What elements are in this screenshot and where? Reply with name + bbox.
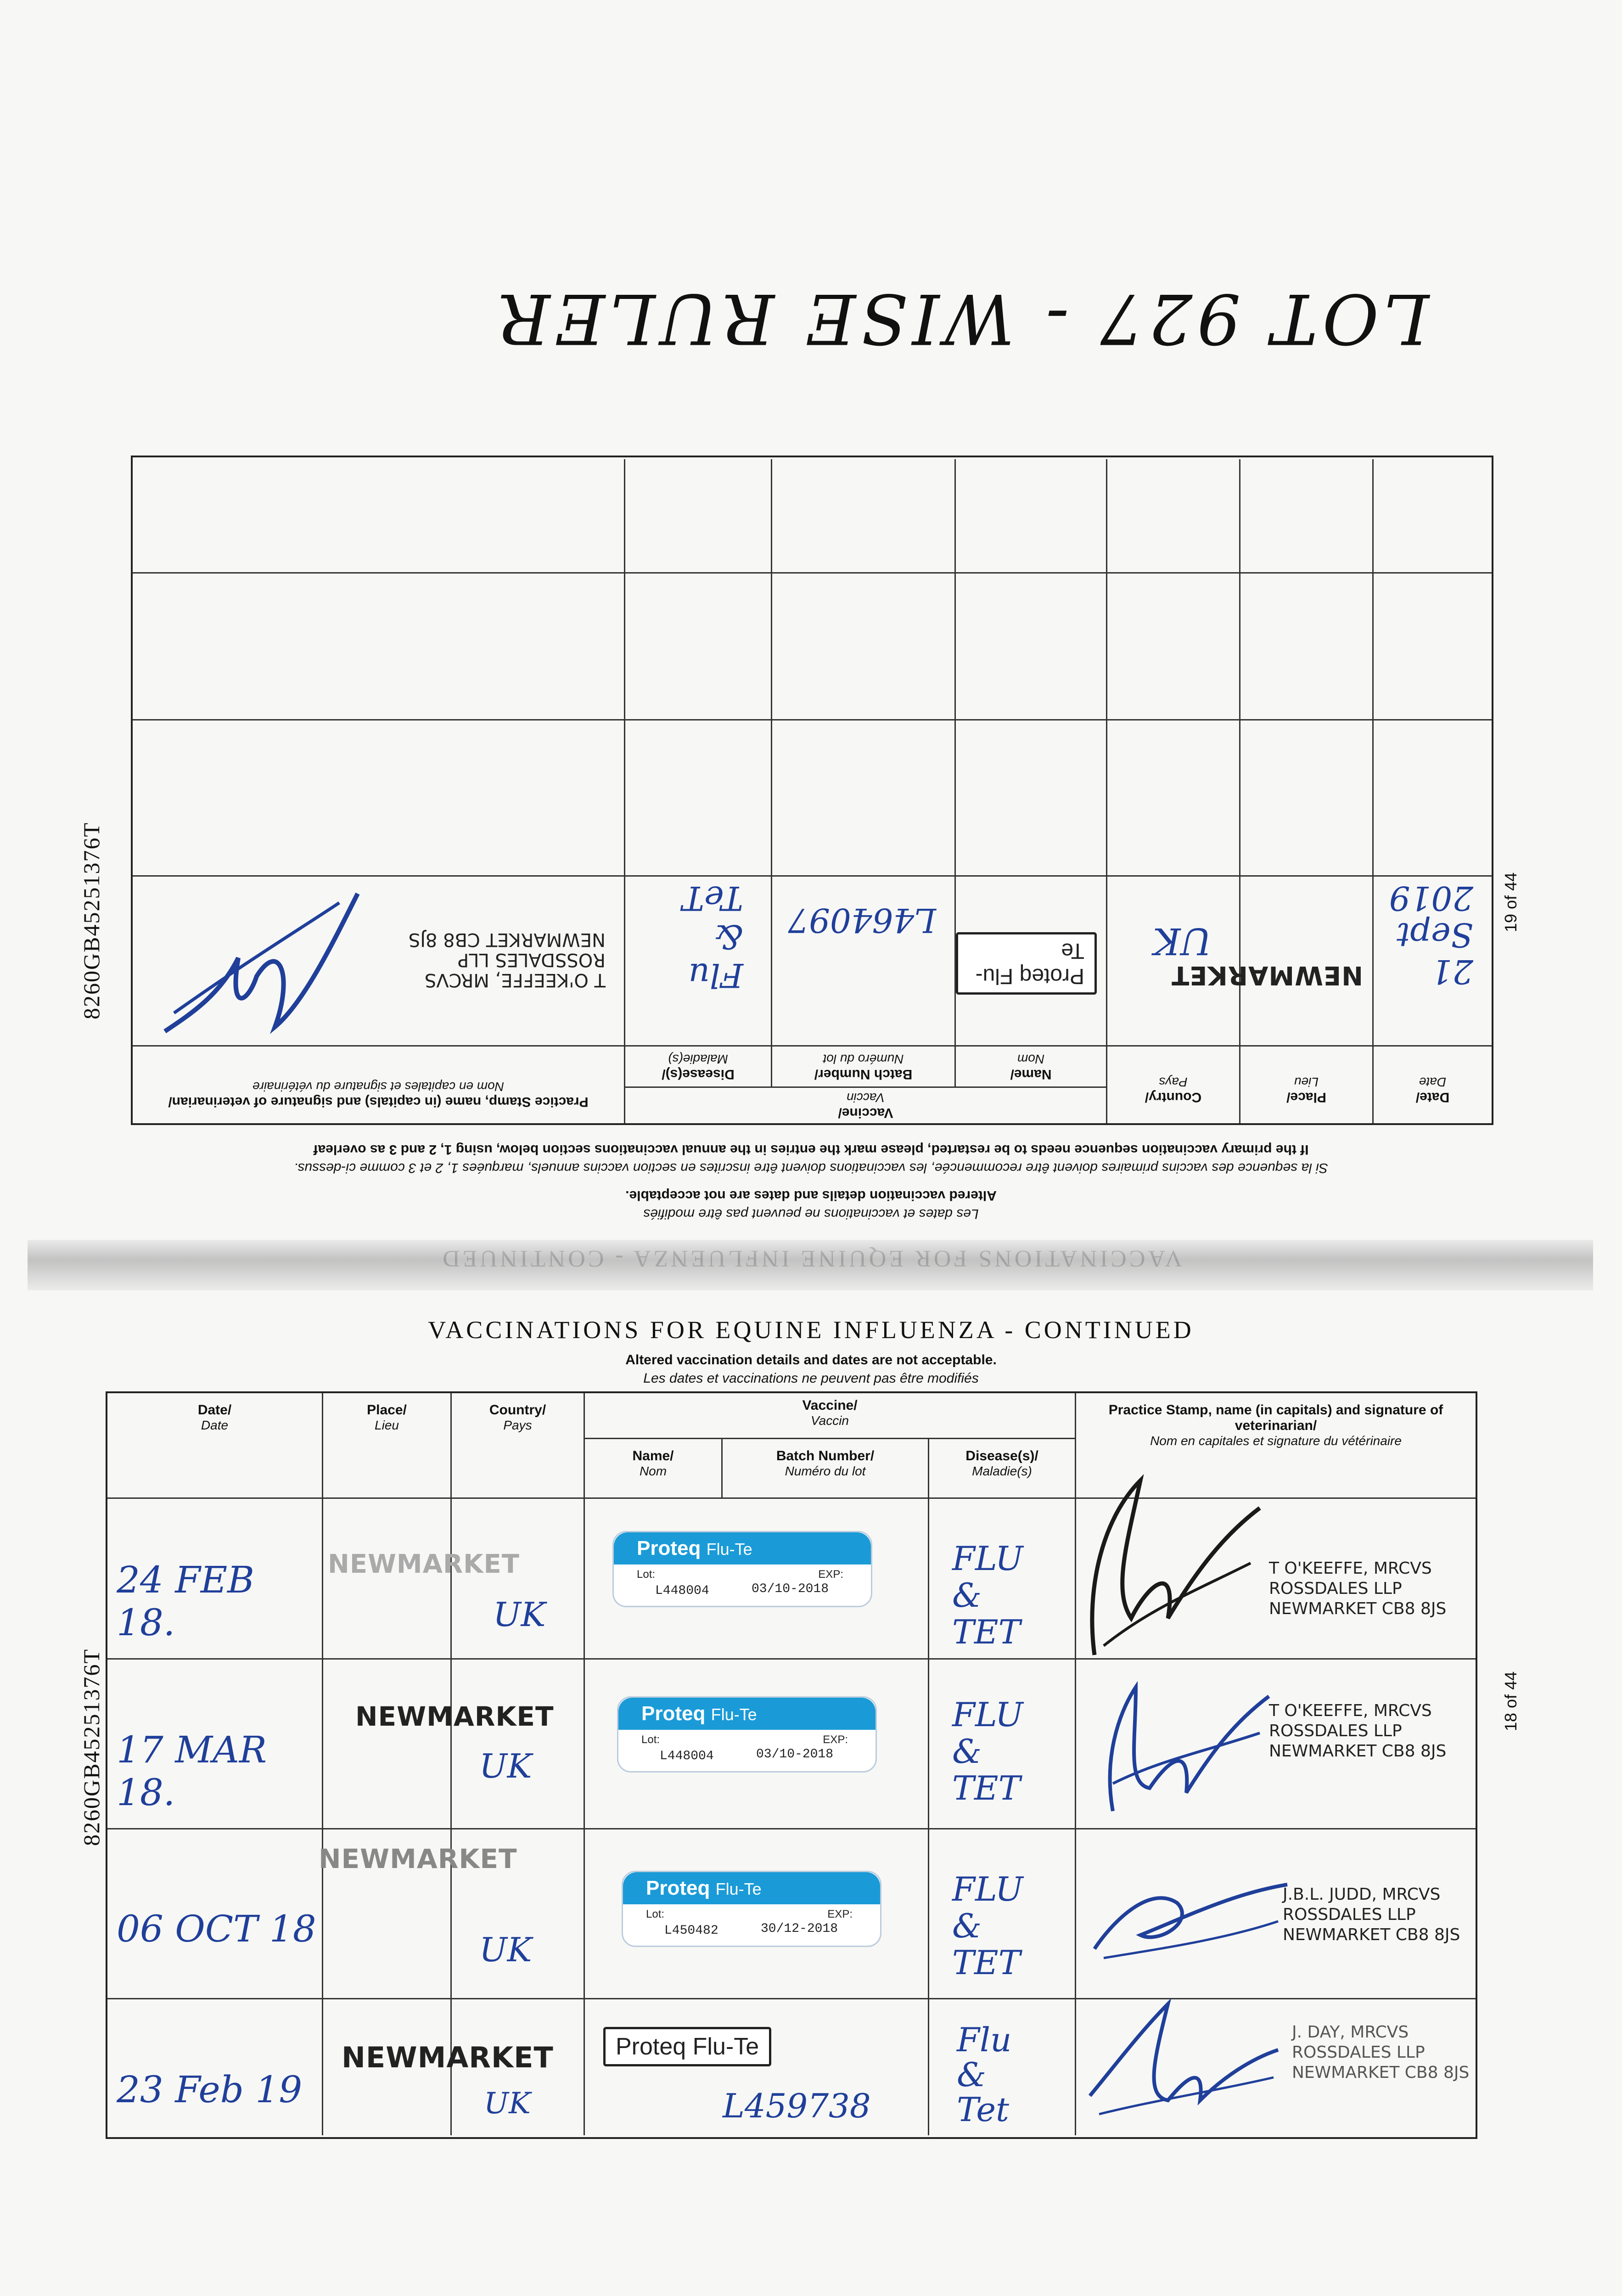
p18-row3-vaccine-label — [585, 1829, 929, 1999]
p19-row1-disease: Flu & TeT — [624, 875, 771, 1045]
header-vaccine-p18: Vaccine/ Vaccin — [585, 1393, 1076, 1439]
p18-row3-country: UK — [452, 1829, 585, 1999]
signature-p18-row4 — [1076, 1995, 1287, 2133]
altered-note-fr-lower: Les dates et vaccinations ne peuvent pas être modifiés — [643, 1371, 979, 1386]
signature-p18-row1 — [1058, 1471, 1278, 1664]
p18-row3-date: 06 OCT 18 — [107, 1829, 323, 1999]
header-practice-p18: Practice Stamp, name (in capitals) and signature of veterinarian/ Nom en capitales et signature du vétérinaire — [1076, 1393, 1476, 1499]
passport-id-lower: 8260GB4525137​6T — [79, 1649, 104, 1846]
p18-row1-disease: FLU & TET — [929, 1499, 1076, 1660]
p18-row4-country: UK — [452, 1999, 585, 2135]
header-practice: Practice Stamp, name (in capitals) and signature of veterinarian/ Nom en capitales et signature du vétérinaire — [133, 1045, 624, 1123]
page-number-18: 18 of 44 — [1501, 1671, 1520, 1731]
p18-row4-place: NEWMARKET — [323, 1999, 452, 2135]
p18-row1-vaccine-label — [585, 1499, 929, 1660]
header-disease-p18: Disease(s)/ Maladie(s) — [929, 1439, 1076, 1499]
signature-p18-row3 — [1085, 1866, 1296, 1967]
signature-p19-row1 — [156, 880, 367, 1041]
fold-band — [28, 1240, 1593, 1290]
p19-row1-practice: T O'KEEFFE, MRCVS ROSSDALES LLP NEWMARKET CB8 8JS — [133, 875, 624, 1045]
header-disease: Disease(s)/ Maladie(s) — [624, 1045, 771, 1086]
header-country-p18: Country/ Pays — [452, 1393, 585, 1499]
header-country: Country/ Pays — [1106, 1045, 1239, 1123]
proteq-label-2: Proteq Flu-Te Lot: EXP: L448004 03/10-2018 — [617, 1696, 877, 1773]
p18-row2-place: NEWMARKET — [323, 1660, 452, 1829]
p18-row4-disease: Flu & Tet — [929, 1999, 1076, 2135]
header-vaccine: Vaccine/ Vaccin — [624, 1086, 1106, 1123]
header-date-p18: Date/ Date — [107, 1393, 323, 1499]
header-batch: Batch Number/ Numéro du lot — [771, 1045, 954, 1086]
passport-id-upper: 8260GB4525137​6T — [79, 822, 104, 1019]
altered-note-en: Altered vaccination details and dates are not acceptable. — [625, 1188, 997, 1203]
header-batch-p18: Batch Number/ Numéro du lot — [723, 1439, 929, 1499]
p18-row4-practice: J. DAY, MRCVS ROSSDALES LLP NEWMARKET CB8 8JS — [1076, 1999, 1476, 2135]
header-date: Date/ Date — [1372, 1045, 1492, 1123]
proteq-label-3: Proteq Flu-Te Lot: EXP: L450482 30/12-2018 — [622, 1871, 881, 1947]
header-name-p18: Name/ Nom — [585, 1439, 723, 1499]
vaccination-table-p19 — [131, 456, 1493, 1125]
p19-row1-vaccine: Proteq Flu-Te — [954, 875, 1106, 1045]
p18-row2-disease: FLU & TET — [929, 1660, 1076, 1829]
p18-row2-date: 17 MAR 18. — [107, 1660, 323, 1829]
p18-row1-date: 24 FEB 18. — [107, 1499, 323, 1660]
p18-row1-country: UK — [452, 1499, 585, 1660]
p18-row1-place: NEWMARKET — [323, 1499, 452, 1660]
p18-row2-practice: T O'KEEFFE, MRCVS ROSSDALES LLP NEWMARKET CB8 8JS — [1076, 1660, 1476, 1829]
section-title: VACCINATIONS FOR EQUINE INFLUENZA - CONTINUED — [428, 1316, 1194, 1344]
altered-note-fr: Les dates et vaccinations ne peuvent pas être modifiés — [643, 1206, 979, 1221]
p18-row2-vaccine-label — [585, 1660, 929, 1829]
header-name: Name/ Nom — [954, 1045, 1106, 1086]
p19-row1-country: UK — [1106, 875, 1239, 1045]
p19-row1-place: NEWMARKET — [1239, 875, 1372, 1045]
handwritten-lot-note: LOT 927 - WISE RULER — [494, 278, 1429, 358]
p18-row2-country: UK — [452, 1660, 585, 1829]
header-place: Place/ Lieu — [1239, 1045, 1372, 1123]
signature-p18-row2 — [1085, 1669, 1278, 1820]
p19-row1-date: 21 Sept 2019 — [1372, 875, 1492, 1045]
p19-row1-batch: L464097 — [771, 875, 954, 1045]
page-number-19: 19 of 44 — [1501, 872, 1520, 932]
p18-row4-date: 23 Feb 19 — [107, 1999, 323, 2135]
vaccination-table-p18 — [106, 1391, 1477, 2139]
proteq-label-1: Proteq Flu-Te Lot: EXP: L448004 03/10-2018 — [612, 1531, 872, 1607]
p18-row3-disease: FLU & TET — [929, 1829, 1076, 1999]
altered-note-en-lower: Altered vaccination details and dates are not acceptable. — [625, 1352, 997, 1367]
header-place-p18: Place/ Lieu — [323, 1393, 452, 1499]
p18-row3-place: NEWMARKET — [323, 1829, 452, 1999]
primary-note-fr: Si la sequence des vaccins primaires doivent être recommencée, les vaccinations doivent être inscrites en section vaccins annuels, marquées 1, 2 et 3 comme ci-dessus. — [294, 1160, 1328, 1176]
primary-note-en: If the primary vaccination sequence needs to be restarted, please mark the entries in the annual vaccinations section below, using 1, 2 and 3 as overleaf — [313, 1142, 1309, 1157]
p18-row4-vaccine: Proteq Flu-Te L459738 — [585, 1999, 929, 2135]
p18-row3-practice: J.B.L. JUDD, MRCVS ROSSDALES LLP NEWMARKET CB8 8JS — [1076, 1829, 1476, 1999]
p18-row1-practice: T O'KEEFFE, MRCVS ROSSDALES LLP NEWMARKET CB8 8JS — [1076, 1499, 1476, 1660]
